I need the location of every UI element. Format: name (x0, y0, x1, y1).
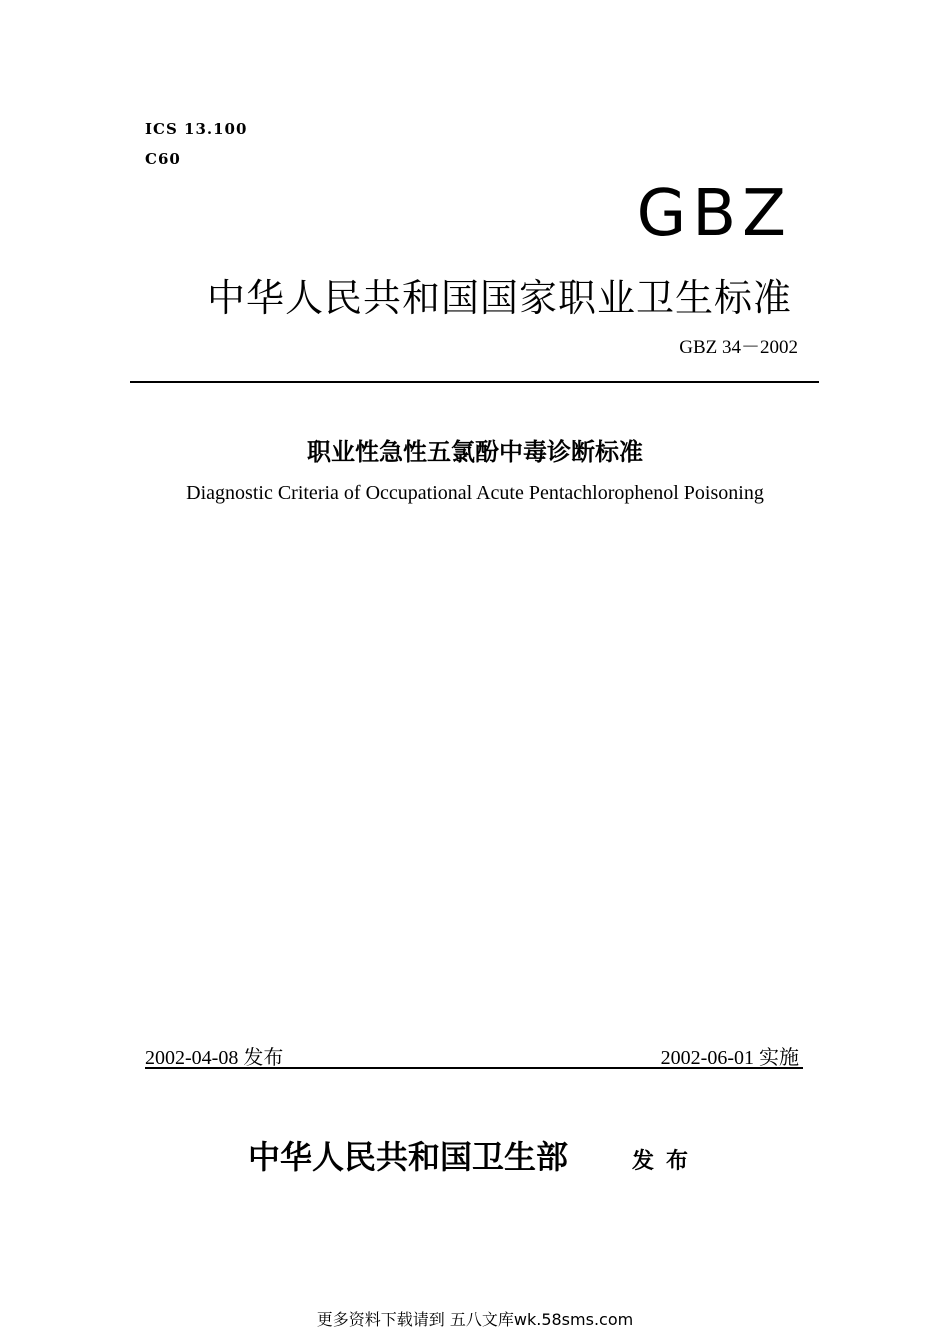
document-title-chinese: 职业性急性五氯酚中毒诊断标准 (307, 438, 643, 466)
dates-row (145, 1039, 803, 1069)
header-divider (130, 381, 819, 383)
gbz-logo: GBZ (636, 177, 792, 251)
standard-code: GBZ 34－2002 (679, 337, 798, 358)
publisher-name: 中华人民共和国卫生部 (248, 1138, 569, 1176)
document-title-english: Diagnostic Criteria of Occupational Acute Pentachlorophenol Poisoning (186, 482, 764, 504)
issue-date: 2002-04-08 发布 (145, 1047, 284, 1069)
ics-code: ICS 13.100 (145, 120, 248, 138)
implementation-date: 2002-06-01 实施 (660, 1047, 799, 1069)
ccs-code: C60 (145, 150, 181, 168)
publish-label: 发布 (632, 1149, 701, 1174)
footer-watermark-text: 更多资料下载请到 五八文库wk.58sms.com (316, 1310, 634, 1329)
standard-type-heading: 中华人民共和国国家职业卫生标准 (206, 276, 792, 320)
